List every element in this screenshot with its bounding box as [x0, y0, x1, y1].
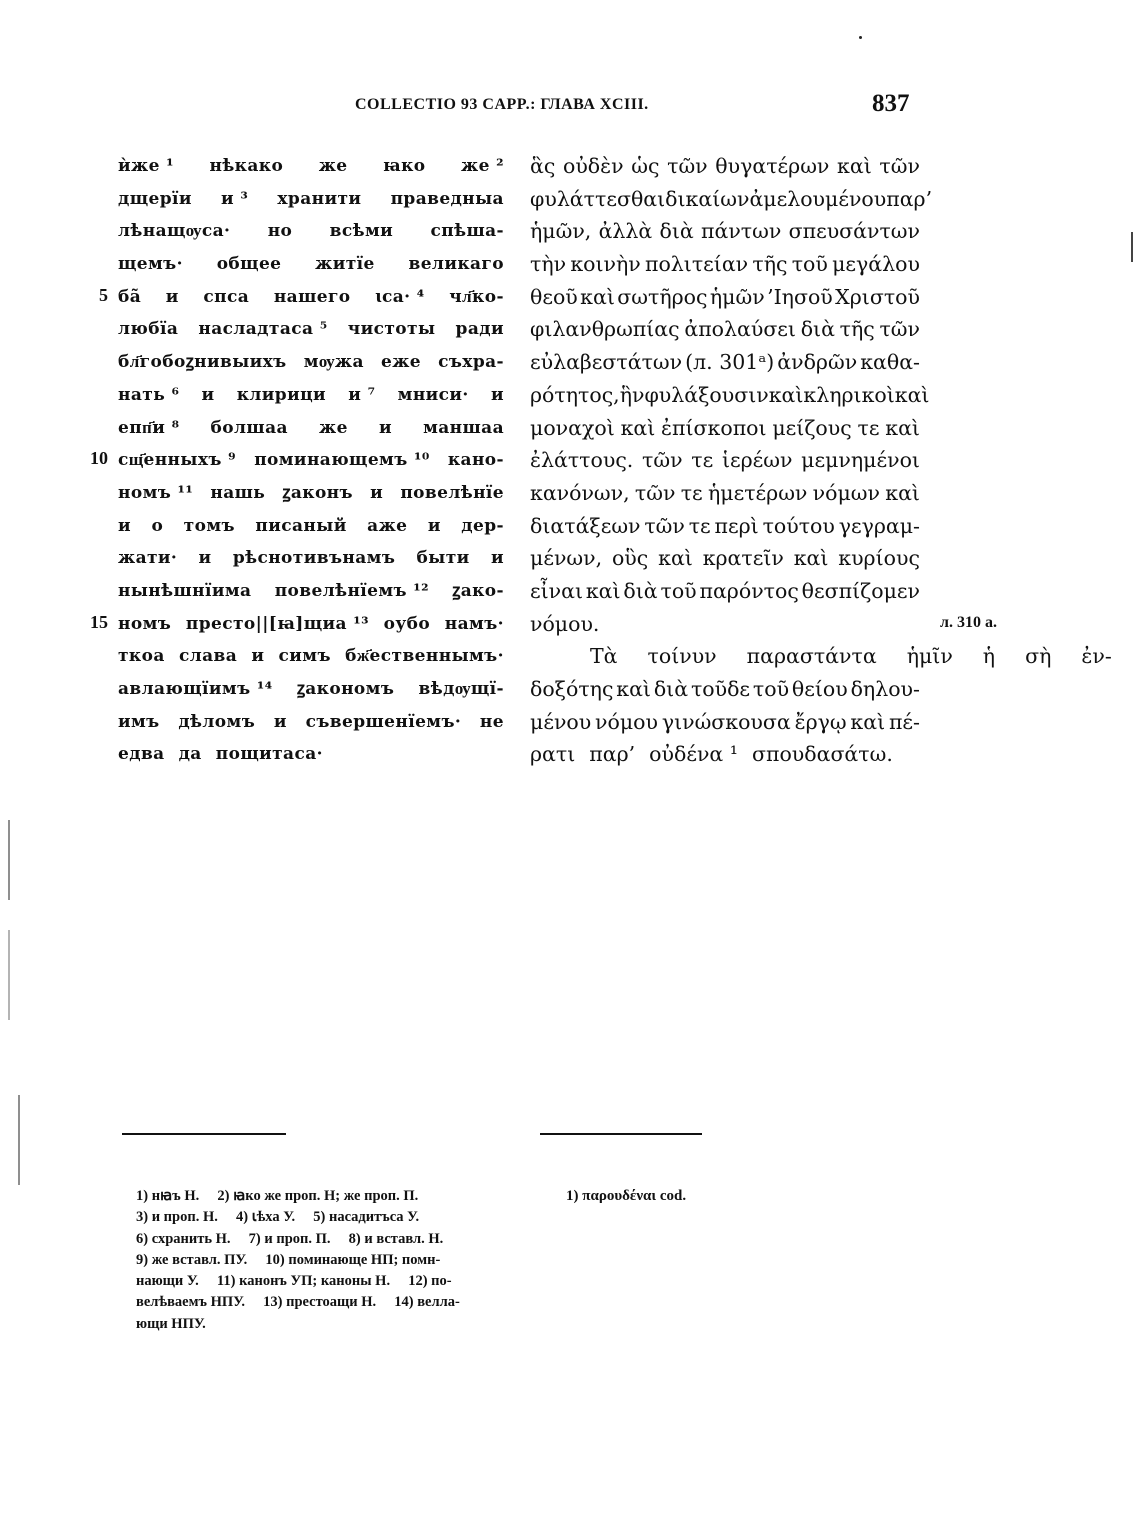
- word: τῶν: [667, 154, 708, 178]
- word: ἡ: [982, 644, 996, 669]
- word: περὶ: [714, 513, 759, 538]
- word: τῶν: [634, 480, 676, 505]
- word: не: [479, 711, 504, 732]
- text-line: [118, 640, 504, 673]
- word: еже: [381, 352, 421, 373]
- margin-folio-note: л. 310 a.: [940, 614, 997, 631]
- word: ἀμελουμένου: [749, 186, 887, 211]
- word: ἡμῶν: [709, 284, 765, 309]
- word: διατάξεων: [530, 513, 641, 538]
- word: томъ: [183, 515, 235, 536]
- text-line: [530, 640, 1112, 673]
- word: διὰ: [623, 578, 658, 603]
- text-line: [530, 281, 920, 314]
- word: ἣν: [619, 382, 645, 407]
- word: γεγραμ-: [838, 513, 920, 538]
- text-line: [530, 444, 920, 477]
- word: нать ⁶: [118, 384, 180, 405]
- word: ткоа: [118, 646, 165, 667]
- text-line: [118, 510, 504, 543]
- text-line: [530, 738, 920, 771]
- word: παραστάντα: [746, 644, 877, 669]
- word: дер-: [461, 515, 504, 536]
- word: быти: [416, 548, 470, 569]
- text-line: [530, 510, 920, 543]
- word: вѣдѹщї-: [418, 679, 504, 699]
- word: намъ·: [444, 613, 504, 634]
- word: ради: [455, 319, 504, 340]
- word: τούτου: [762, 513, 835, 538]
- word: κανόνων,: [530, 480, 630, 505]
- word: τῶν: [879, 317, 920, 342]
- word: νόμου: [595, 709, 658, 734]
- word: ἀπολαύσει: [684, 317, 796, 342]
- word: чл҃ко-: [449, 286, 504, 307]
- text-line: [118, 150, 504, 183]
- text-line: [118, 477, 504, 510]
- word: γινώσκουσα: [661, 709, 791, 734]
- word: διὰ: [659, 219, 694, 244]
- word: симъ: [278, 646, 331, 667]
- word: τε: [680, 480, 703, 505]
- word: дѣломъ: [178, 711, 256, 732]
- word: τοῦ: [791, 252, 828, 277]
- word: νόμου.: [530, 611, 600, 636]
- word: ἐλάττους.: [530, 448, 634, 473]
- word: писаный: [255, 515, 347, 536]
- word: ѝже ¹: [118, 156, 174, 176]
- word: τοῦ: [660, 578, 697, 603]
- word: τοῦ: [752, 677, 790, 701]
- word: μεγάλου: [832, 252, 920, 277]
- line-number: 10: [90, 448, 108, 468]
- text-line: [530, 542, 920, 575]
- word: поминающемъ ¹⁰: [254, 450, 430, 471]
- word: καὶ: [616, 677, 651, 701]
- word: едва: [118, 744, 165, 765]
- line-number: 15: [90, 612, 108, 632]
- word: ꙁаконъ: [282, 482, 353, 503]
- word: болшаа: [210, 417, 288, 438]
- footnote-line: 3) и проп. Н. 4) ꙇѣха У. 5) насадитъса У.: [136, 1209, 420, 1226]
- word: съхра-: [438, 352, 504, 373]
- word: спѣша-: [430, 221, 504, 242]
- word: Χριστοῦ: [835, 284, 920, 309]
- word: καὶ: [894, 382, 930, 407]
- scan-mark: [1131, 232, 1133, 262]
- word: нынѣшнїима: [118, 580, 252, 601]
- text-line: [530, 412, 920, 445]
- word: ρατι: [530, 742, 576, 767]
- word: оубо: [383, 613, 431, 634]
- word: нѣкако: [209, 156, 284, 176]
- word: и ⁷: [348, 384, 376, 405]
- word: номъ: [118, 613, 172, 634]
- slavonic-column: [118, 150, 504, 771]
- text-line: [118, 281, 504, 314]
- word: καὶ: [585, 578, 621, 603]
- text-line: [530, 575, 920, 608]
- word: οὓς: [611, 546, 649, 571]
- footnote-line: нающи У. 11) канонъ УП; каноны Н. 12) по-: [136, 1273, 452, 1290]
- word: σπουδασάτω.: [751, 742, 893, 767]
- word: и: [378, 417, 392, 438]
- word: общее: [216, 254, 282, 275]
- word: διὰ: [800, 317, 835, 342]
- word: же: [318, 156, 348, 176]
- word: παρ’: [589, 742, 636, 767]
- word: мѹжа: [303, 352, 364, 373]
- word: чистоты: [347, 319, 436, 340]
- word: μοναχοὶ: [530, 415, 615, 440]
- word: πολιτείαν: [644, 252, 749, 277]
- word: престо||[ꙗ]щиа ¹³: [185, 613, 369, 634]
- text-line: [530, 346, 920, 379]
- word: μένων,: [530, 546, 603, 571]
- word: лѣнащѹса·: [118, 221, 231, 242]
- footnote-rule-left: [122, 1133, 286, 1135]
- word: ’Ιησοῦ: [767, 284, 833, 309]
- word: и ³: [221, 188, 249, 209]
- word: ὡς: [631, 154, 660, 178]
- word: ἡμετέρων: [707, 480, 808, 505]
- word: и: [198, 548, 212, 569]
- word: σωτῆρος: [617, 284, 708, 309]
- word: οὐδὲν: [562, 154, 624, 178]
- text-line: [530, 477, 920, 510]
- word: и: [273, 711, 287, 732]
- word: но: [267, 221, 293, 242]
- word: великаго: [408, 254, 504, 275]
- word: и: [201, 384, 215, 405]
- word: ἐν-: [1081, 644, 1112, 669]
- scan-speck: [859, 36, 862, 39]
- word: καθα-: [860, 350, 920, 375]
- text-line: [118, 738, 504, 771]
- word: θείου: [791, 677, 848, 701]
- word: καὶ: [658, 546, 693, 571]
- word: φυλάξουσιν: [644, 382, 769, 407]
- word: καὶ: [837, 154, 872, 178]
- word: спса: [203, 286, 250, 307]
- word: съвершенїемъ·: [305, 711, 462, 732]
- word: житїе: [315, 254, 375, 275]
- word: и: [427, 515, 441, 536]
- word: κοινὴν: [570, 252, 641, 277]
- word: τῆς: [839, 317, 875, 342]
- word: καὶ: [885, 480, 920, 505]
- word: μεμνημένοι: [801, 448, 920, 473]
- text-line: [530, 673, 920, 706]
- word: да: [178, 744, 202, 765]
- word: ἡμῖν: [906, 644, 953, 669]
- word: и: [251, 646, 265, 667]
- text-line: [530, 248, 920, 281]
- word: клирици: [236, 384, 327, 405]
- word: καὶ: [793, 546, 829, 571]
- text-line: [530, 150, 920, 183]
- word: повелѣнїе: [400, 482, 504, 503]
- word: καὶ: [768, 382, 804, 407]
- text-line: [530, 313, 920, 346]
- word: παρόντος: [699, 578, 799, 603]
- word: пощитаса·: [215, 744, 323, 765]
- word: маншаа: [423, 417, 504, 438]
- footnote-line: ющи НПУ.: [136, 1315, 206, 1332]
- word: кано-: [447, 450, 504, 471]
- text-line: [118, 706, 504, 739]
- text-line: [118, 215, 504, 248]
- word: καὶ: [850, 709, 886, 734]
- footnote-line: велѣваемъ НПУ. 13) престоащи Н. 14) велла-: [136, 1294, 460, 1311]
- word: τῶν: [644, 513, 685, 538]
- word: ꙇса· ⁴: [375, 286, 425, 307]
- text-line: [530, 183, 933, 216]
- footnote-rule-right: [540, 1133, 702, 1135]
- word: хранити: [277, 188, 362, 209]
- word: παρ’: [886, 186, 933, 211]
- word: τοῦδε: [690, 677, 751, 701]
- word: повелѣнїемъ ¹²: [274, 580, 430, 601]
- word: насладтаса ⁵: [198, 319, 328, 340]
- word: всѣми: [329, 221, 394, 242]
- word: ἡμῶν,: [530, 219, 592, 244]
- word: же ²: [461, 156, 504, 176]
- word: ꙗко: [383, 156, 426, 176]
- word: θυγατέρων: [715, 154, 830, 178]
- word: и: [165, 286, 179, 307]
- word: дщерїи: [118, 188, 192, 209]
- word: οὐδένα ¹: [649, 742, 738, 767]
- word: ꙁако-: [452, 580, 504, 601]
- word: авлающїимъ ¹⁴: [118, 679, 273, 699]
- scan-mark: [8, 930, 10, 1020]
- word: нашего: [273, 286, 351, 307]
- word: и: [490, 548, 504, 569]
- word: πέ-: [888, 709, 920, 734]
- text-line: [530, 706, 920, 739]
- word: щемъ·: [118, 254, 183, 275]
- word: καὶ: [885, 415, 920, 440]
- word: жати·: [118, 548, 178, 569]
- word: νόμων: [812, 480, 880, 505]
- text-line: [118, 183, 504, 216]
- text-line: [118, 575, 504, 608]
- word: же: [319, 417, 348, 438]
- text-line: [118, 673, 504, 706]
- word: номъ ¹¹: [118, 482, 194, 503]
- word: μείζους: [772, 415, 852, 440]
- word: μένου: [530, 709, 592, 734]
- word: εὐλαβεστάτων: [530, 350, 683, 375]
- word: δικαίων: [665, 186, 750, 211]
- word: φυλάττεσθαι: [530, 186, 666, 211]
- footnote-line: 9) же вставл. ПУ. 10) поминающе НП; помн-: [136, 1251, 441, 1268]
- word: τε: [688, 513, 711, 538]
- word: τὴν: [530, 252, 567, 277]
- text-line: [118, 379, 504, 412]
- word: κρατεῖν: [702, 546, 784, 571]
- word: δοξότης: [530, 677, 614, 701]
- text-line: [118, 412, 504, 445]
- word: κυρίους: [838, 546, 920, 571]
- word: εἶναι: [530, 578, 584, 603]
- word: нашь: [210, 482, 266, 503]
- word: Τὰ: [590, 644, 618, 669]
- word: τῆς: [752, 252, 788, 277]
- word: ἀνδρῶν: [777, 350, 858, 375]
- word: τῶν: [642, 448, 683, 473]
- word: φιλανθρωπίας: [530, 317, 680, 342]
- text-line: [118, 313, 504, 346]
- word: θεσπίζομεν: [801, 578, 920, 603]
- word: τῶν: [879, 154, 920, 178]
- word: о: [151, 515, 164, 536]
- word: τε: [691, 448, 714, 473]
- word: и: [370, 482, 384, 503]
- footnotes-left: [136, 1186, 516, 1335]
- word: ἔργῳ: [794, 709, 847, 734]
- scan-mark: [8, 820, 10, 900]
- word: бж҃ественнымъ·: [345, 646, 504, 667]
- word: ба̃: [118, 286, 142, 307]
- word: δηλου-: [850, 677, 920, 701]
- word: имъ: [118, 711, 160, 732]
- word: бл҃гобоꙁнивыихъ: [118, 352, 287, 373]
- word: σὴ: [1025, 644, 1052, 669]
- word: τε: [857, 415, 880, 440]
- word: и: [490, 384, 504, 405]
- word: διὰ: [653, 677, 689, 701]
- word: ἃς: [530, 154, 556, 178]
- text-line: [118, 346, 504, 379]
- text-line: [530, 215, 920, 248]
- scan-mark: [18, 1095, 20, 1185]
- text-line: [118, 608, 504, 641]
- word: (л. 301ᵃ): [685, 350, 775, 375]
- word: ἀλλὰ: [598, 219, 653, 244]
- word: мниси·: [397, 384, 469, 405]
- footnote-line: 1) нꙗъ Н. 2) ꙗко же проп. Н; же проп. П.: [136, 1188, 419, 1204]
- word: аже: [367, 515, 408, 536]
- page-number: 837: [872, 90, 910, 117]
- word: ρότητος,: [530, 382, 620, 407]
- word: θεοῦ: [530, 284, 578, 309]
- word: καὶ: [620, 415, 656, 440]
- word: и: [118, 515, 132, 536]
- text-line: [118, 542, 504, 575]
- text-line: [118, 444, 504, 477]
- footnote-line: 6) схранить Н. 7) и проп. П. 8) и вставл. Н.: [136, 1230, 444, 1247]
- running-head: COLLECTIO 93 CAPP.: ГЛАВА XCIII.: [355, 96, 649, 113]
- text-line: [530, 608, 920, 641]
- word: κληρικοὶ: [803, 382, 895, 407]
- word: епп҃и ⁸: [118, 417, 180, 438]
- word: ἱερέων: [721, 448, 793, 473]
- word: любїа: [118, 319, 179, 340]
- word: сщ҃енныхъ ⁹: [118, 450, 236, 471]
- word: слава: [178, 646, 238, 667]
- text-line: [530, 379, 930, 412]
- text-line: [118, 248, 504, 281]
- word: праведныа: [390, 188, 504, 209]
- word: καὶ: [580, 284, 615, 309]
- word: σπευσάντων: [788, 219, 920, 244]
- line-number: 5: [99, 285, 108, 305]
- word: рѣснотивънамъ: [232, 548, 396, 569]
- word: πάντων: [701, 219, 782, 244]
- word: τοίνυν: [647, 644, 717, 669]
- word: ꙁакономъ: [296, 679, 395, 699]
- footnote-right: 1) παρουδέναι cod.: [566, 1188, 687, 1204]
- word: ἐπίσκοποι: [661, 415, 767, 440]
